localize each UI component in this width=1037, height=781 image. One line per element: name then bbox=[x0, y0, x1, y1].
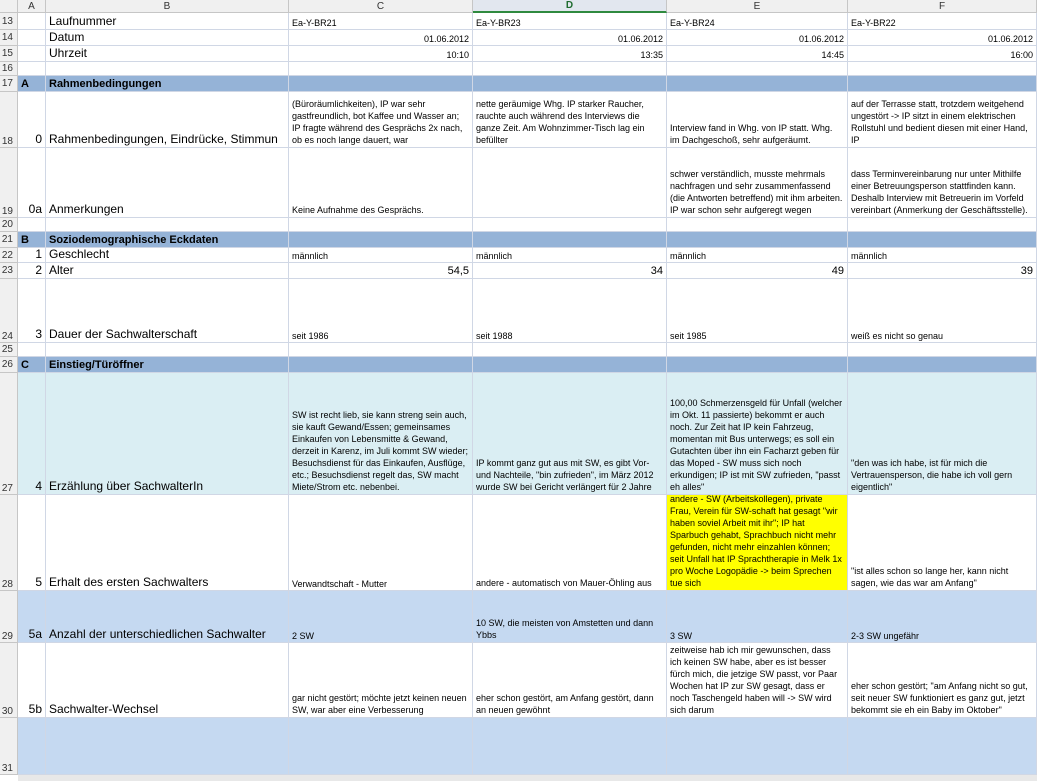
cell[interactable]: 0a bbox=[18, 148, 46, 218]
row-header[interactable]: 24 bbox=[0, 279, 18, 343]
row-header[interactable]: 28 bbox=[0, 495, 18, 591]
cell[interactable]: Verwandtschaft - Mutter bbox=[289, 495, 473, 591]
column-header-c[interactable]: C bbox=[289, 0, 473, 13]
row-header[interactable]: 14 bbox=[0, 30, 18, 46]
cell[interactable] bbox=[289, 357, 473, 373]
cell[interactable] bbox=[848, 62, 1037, 76]
cell[interactable]: männlich bbox=[667, 248, 848, 263]
cell[interactable]: dass Terminvereinbarung nur unter Mithilfe einer Betreuungsperson stattfinden kann. Deshalb Interview mit Betreuerin im Vorfeld vereinbart (Anmerkung der Geschäftsstelle). bbox=[848, 148, 1037, 218]
cell[interactable] bbox=[848, 218, 1037, 232]
cell[interactable]: 10 SW, die meisten von Amstetten und dann Ybbs bbox=[473, 591, 667, 643]
cell[interactable] bbox=[18, 13, 46, 30]
row-header[interactable]: 13 bbox=[0, 13, 18, 30]
cell[interactable]: 34 bbox=[473, 263, 667, 279]
cell[interactable]: 5b bbox=[18, 643, 46, 718]
section-label[interactable]: A bbox=[18, 76, 46, 92]
cell[interactable]: eher schon gestört; "am Anfang nicht so gut, seit neuer SW funktioniert es ganz gut, jetzt bekommt sie eh ein Baby im Oktober" bbox=[848, 643, 1037, 718]
row-header[interactable]: 26 bbox=[0, 357, 18, 373]
row-header[interactable]: 16 bbox=[0, 62, 18, 76]
cell[interactable] bbox=[18, 30, 46, 46]
row-header[interactable]: 22 bbox=[0, 248, 18, 263]
cell[interactable]: "den was ich habe, ist für mich die Vertrauensperson, die habe ich voll gern eigentlich" bbox=[848, 373, 1037, 495]
cell[interactable]: eher schon gestört, am Anfang gestört, dann an neuen gewöhnt bbox=[473, 643, 667, 718]
row-header[interactable]: 20 bbox=[0, 218, 18, 232]
cell[interactable]: Anmerkungen bbox=[46, 148, 289, 218]
cell[interactable]: 0 bbox=[18, 92, 46, 148]
row-header[interactable]: 25 bbox=[0, 343, 18, 357]
cell[interactable]: männlich bbox=[289, 248, 473, 263]
row-header[interactable]: 19 bbox=[0, 148, 18, 218]
cell[interactable]: (Büroräumlichkeiten), IP war sehr gastfreundlich, bot Kaffee und Wasser an; IP fragte während des Gesprächs 2x nach, ob es noch lange dauert, war bbox=[289, 92, 473, 148]
cell[interactable]: Keine Aufnahme des Gesprächs. bbox=[289, 148, 473, 218]
highlighted-cell[interactable]: andere - SW (Arbeitskollegen), private Frau, Verein für SW-schaft hat gesagt "wir haben soviel Arbeit mit ihr"; IP hat Sparbuch gehabt, Sprachbuch nicht mehr gefunden, nicht mehr einzahlen können; seit Unfall hat IP Sprachtherapie in Melk 1x pro Woche Logopädie -> beim Sprechen tue sich bbox=[667, 495, 848, 591]
cell[interactable] bbox=[18, 218, 46, 232]
cell[interactable] bbox=[289, 718, 473, 775]
section-title[interactable]: Rahmenbedingungen bbox=[46, 76, 289, 92]
row-header[interactable]: 31 bbox=[0, 718, 18, 775]
cell[interactable] bbox=[667, 357, 848, 373]
cell[interactable] bbox=[18, 718, 46, 775]
cell[interactable]: 10:10 bbox=[289, 46, 473, 62]
cell[interactable]: Interview fand in Whg. von IP statt. Whg. im Dachgeschoß, sehr aufgeräumt. bbox=[667, 92, 848, 148]
row-header[interactable]: 27 bbox=[0, 373, 18, 495]
cell[interactable]: Ea-Y-BR22 bbox=[848, 13, 1037, 30]
cell[interactable]: Dauer der Sachwalterschaft bbox=[46, 279, 289, 343]
section-label[interactable]: C bbox=[18, 357, 46, 373]
cell[interactable] bbox=[473, 76, 667, 92]
cell[interactable] bbox=[667, 718, 848, 775]
section-title[interactable]: Soziodemographische Eckdaten bbox=[46, 232, 289, 248]
cell[interactable] bbox=[848, 232, 1037, 248]
cell[interactable] bbox=[289, 62, 473, 76]
cell[interactable]: seit 1985 bbox=[667, 279, 848, 343]
row-header[interactable]: 29 bbox=[0, 591, 18, 643]
cell[interactable]: Erzählung über SachwalterIn bbox=[46, 373, 289, 495]
cell[interactable]: Ea-Y-BR21 bbox=[289, 13, 473, 30]
cell[interactable]: 2 bbox=[18, 263, 46, 279]
row-header[interactable]: 21 bbox=[0, 232, 18, 248]
row-header[interactable]: 23 bbox=[0, 263, 18, 279]
cell[interactable]: 3 SW bbox=[667, 591, 848, 643]
section-title[interactable]: Einstieg/Türöffner bbox=[46, 357, 289, 373]
column-header-a[interactable]: A bbox=[18, 0, 46, 13]
cell[interactable]: Sachwalter-Wechsel bbox=[46, 643, 289, 718]
cell[interactable]: 4 bbox=[18, 373, 46, 495]
cell[interactable]: männlich bbox=[848, 248, 1037, 263]
cell[interactable]: Geschlecht bbox=[46, 248, 289, 263]
cell[interactable] bbox=[46, 343, 289, 357]
cell[interactable] bbox=[667, 76, 848, 92]
cell[interactable] bbox=[46, 218, 289, 232]
cell[interactable] bbox=[848, 343, 1037, 357]
cell[interactable]: 16:00 bbox=[848, 46, 1037, 62]
cell[interactable] bbox=[289, 343, 473, 357]
cell[interactable]: 100,00 Schmerzensgeld für Unfall (welcher im Okt. 11 passierte) bekommt er auch noch. Zur Zeit hat IP kein Fahrzeug, momentan mit Bus unterwegs; es soll ein Gutachten über ihn ein Facharzt geben für das Moped - SW muss sich noch erkundigen; IP ist mit SW zufrieden, "passt eh alles" bbox=[667, 373, 848, 495]
cell[interactable]: 39 bbox=[848, 263, 1037, 279]
cell[interactable]: Ea-Y-BR24 bbox=[667, 13, 848, 30]
cell[interactable] bbox=[18, 62, 46, 76]
cell[interactable]: SW ist recht lieb, sie kann streng sein auch, sie kauft Gewand/Essen; gemeinsames Einkaufen von Lebensmitte & Gewand, derzeit in Karenz, im Juli kommt SW wieder; Besuchsdienst für das Einkaufen, Ausflüge, etc.; Besuchsdienst regelt das, SW macht Miete/Strom etc. nebenbei. bbox=[289, 373, 473, 495]
cell[interactable] bbox=[473, 357, 667, 373]
cell[interactable]: männlich bbox=[473, 248, 667, 263]
column-header-d[interactable]: D bbox=[473, 0, 667, 13]
cell[interactable]: 2 SW bbox=[289, 591, 473, 643]
cell[interactable]: gar nicht gestört; möchte jetzt keinen neuen SW, war aber eine Verbesserung bbox=[289, 643, 473, 718]
cell[interactable] bbox=[46, 718, 289, 775]
cell[interactable]: Laufnummer bbox=[46, 13, 289, 30]
cell[interactable]: zeitweise hab ich mir gewunschen, dass ich keinen SW habe, aber es ist besser fürch mich, die jetzige SW passt, vor Paar Wochen hat IP zur SW gesagt, dass er noch Taschengeld haben will -> SW wird sich darum bbox=[667, 643, 848, 718]
cell[interactable]: 54,5 bbox=[289, 263, 473, 279]
row-header[interactable]: 30 bbox=[0, 643, 18, 718]
cell[interactable]: 01.06.2012 bbox=[667, 30, 848, 46]
cell[interactable]: weiß es nicht so genau bbox=[848, 279, 1037, 343]
column-header-b[interactable]: B bbox=[46, 0, 289, 13]
cell[interactable]: 13:35 bbox=[473, 46, 667, 62]
cell[interactable] bbox=[18, 46, 46, 62]
cell[interactable]: 01.06.2012 bbox=[289, 30, 473, 46]
cell[interactable]: 5 bbox=[18, 495, 46, 591]
cell[interactable] bbox=[46, 62, 289, 76]
row-header[interactable]: 17 bbox=[0, 76, 18, 92]
cell[interactable] bbox=[667, 232, 848, 248]
cell[interactable]: Alter bbox=[46, 263, 289, 279]
cell[interactable] bbox=[473, 718, 667, 775]
cell[interactable]: 14:45 bbox=[667, 46, 848, 62]
cell[interactable]: IP kommt ganz gut aus mit SW, es gibt Vor- und Nachteile, "bin zufrieden", im März 2012 wurde SW bei Gericht verlängert für 2 Jahre bbox=[473, 373, 667, 495]
column-header-e[interactable]: E bbox=[667, 0, 848, 13]
cell[interactable] bbox=[667, 343, 848, 357]
cell[interactable]: 5a bbox=[18, 591, 46, 643]
cell[interactable] bbox=[18, 343, 46, 357]
cell[interactable] bbox=[473, 62, 667, 76]
cell[interactable] bbox=[473, 343, 667, 357]
cell[interactable] bbox=[289, 218, 473, 232]
cell[interactable] bbox=[473, 148, 667, 218]
cell[interactable] bbox=[289, 232, 473, 248]
cell[interactable] bbox=[473, 232, 667, 248]
cell[interactable]: 1 bbox=[18, 248, 46, 263]
cell[interactable]: seit 1986 bbox=[289, 279, 473, 343]
cell[interactable] bbox=[667, 218, 848, 232]
cell[interactable]: 3 bbox=[18, 279, 46, 343]
cell[interactable]: seit 1988 bbox=[473, 279, 667, 343]
cell[interactable]: 01.06.2012 bbox=[848, 30, 1037, 46]
cell[interactable]: "ist alles schon so lange her, kann nicht sagen, wie das war am Anfang" bbox=[848, 495, 1037, 591]
cell[interactable]: nette geräumige Whg. IP starker Raucher, rauchte auch während des Interviews die ganze Zeit. Am Wohnzimmer-Tisch lag ein befüllter bbox=[473, 92, 667, 148]
cell[interactable] bbox=[667, 62, 848, 76]
cell[interactable]: 49 bbox=[667, 263, 848, 279]
cell[interactable]: 2-3 SW ungefähr bbox=[848, 591, 1037, 643]
cell[interactable]: auf der Terrasse statt, trotzdem weitgehend ungestört -> IP sitzt in einem elektrischen Rollstuhl und bedient diesen mit einer Hand, IP bbox=[848, 92, 1037, 148]
cell[interactable] bbox=[289, 76, 473, 92]
section-label[interactable]: B bbox=[18, 232, 46, 248]
cell[interactable]: Erhalt des ersten Sachwalters bbox=[46, 495, 289, 591]
row-header[interactable]: 18 bbox=[0, 92, 18, 148]
row-header[interactable]: 15 bbox=[0, 46, 18, 62]
sheet-bottom-edge bbox=[18, 775, 1037, 781]
cell[interactable]: Ea-Y-BR23 bbox=[473, 13, 667, 30]
cell[interactable] bbox=[848, 718, 1037, 775]
column-header-f[interactable]: F bbox=[848, 0, 1037, 13]
select-all-corner[interactable] bbox=[0, 0, 18, 13]
cell[interactable]: schwer verständlich, musste mehrmals nachfragen und sehr zusammenfassend (die Antworten betreffend) mit ihm arbeiten. IP war schon sehr aufgeregt wegen bbox=[667, 148, 848, 218]
cell[interactable]: Rahmenbedingungen, Eindrücke, Stimmun bbox=[46, 92, 289, 148]
cell[interactable]: Uhrzeit bbox=[46, 46, 289, 62]
cell[interactable]: Datum bbox=[46, 30, 289, 46]
cell[interactable]: 01.06.2012 bbox=[473, 30, 667, 46]
cell[interactable]: Anzahl der unterschiedlichen Sachwalter bbox=[46, 591, 289, 643]
cell[interactable] bbox=[473, 218, 667, 232]
cell[interactable]: andere - automatisch von Mauer-Öhling aus bbox=[473, 495, 667, 591]
cell[interactable] bbox=[848, 357, 1037, 373]
cell[interactable] bbox=[848, 76, 1037, 92]
